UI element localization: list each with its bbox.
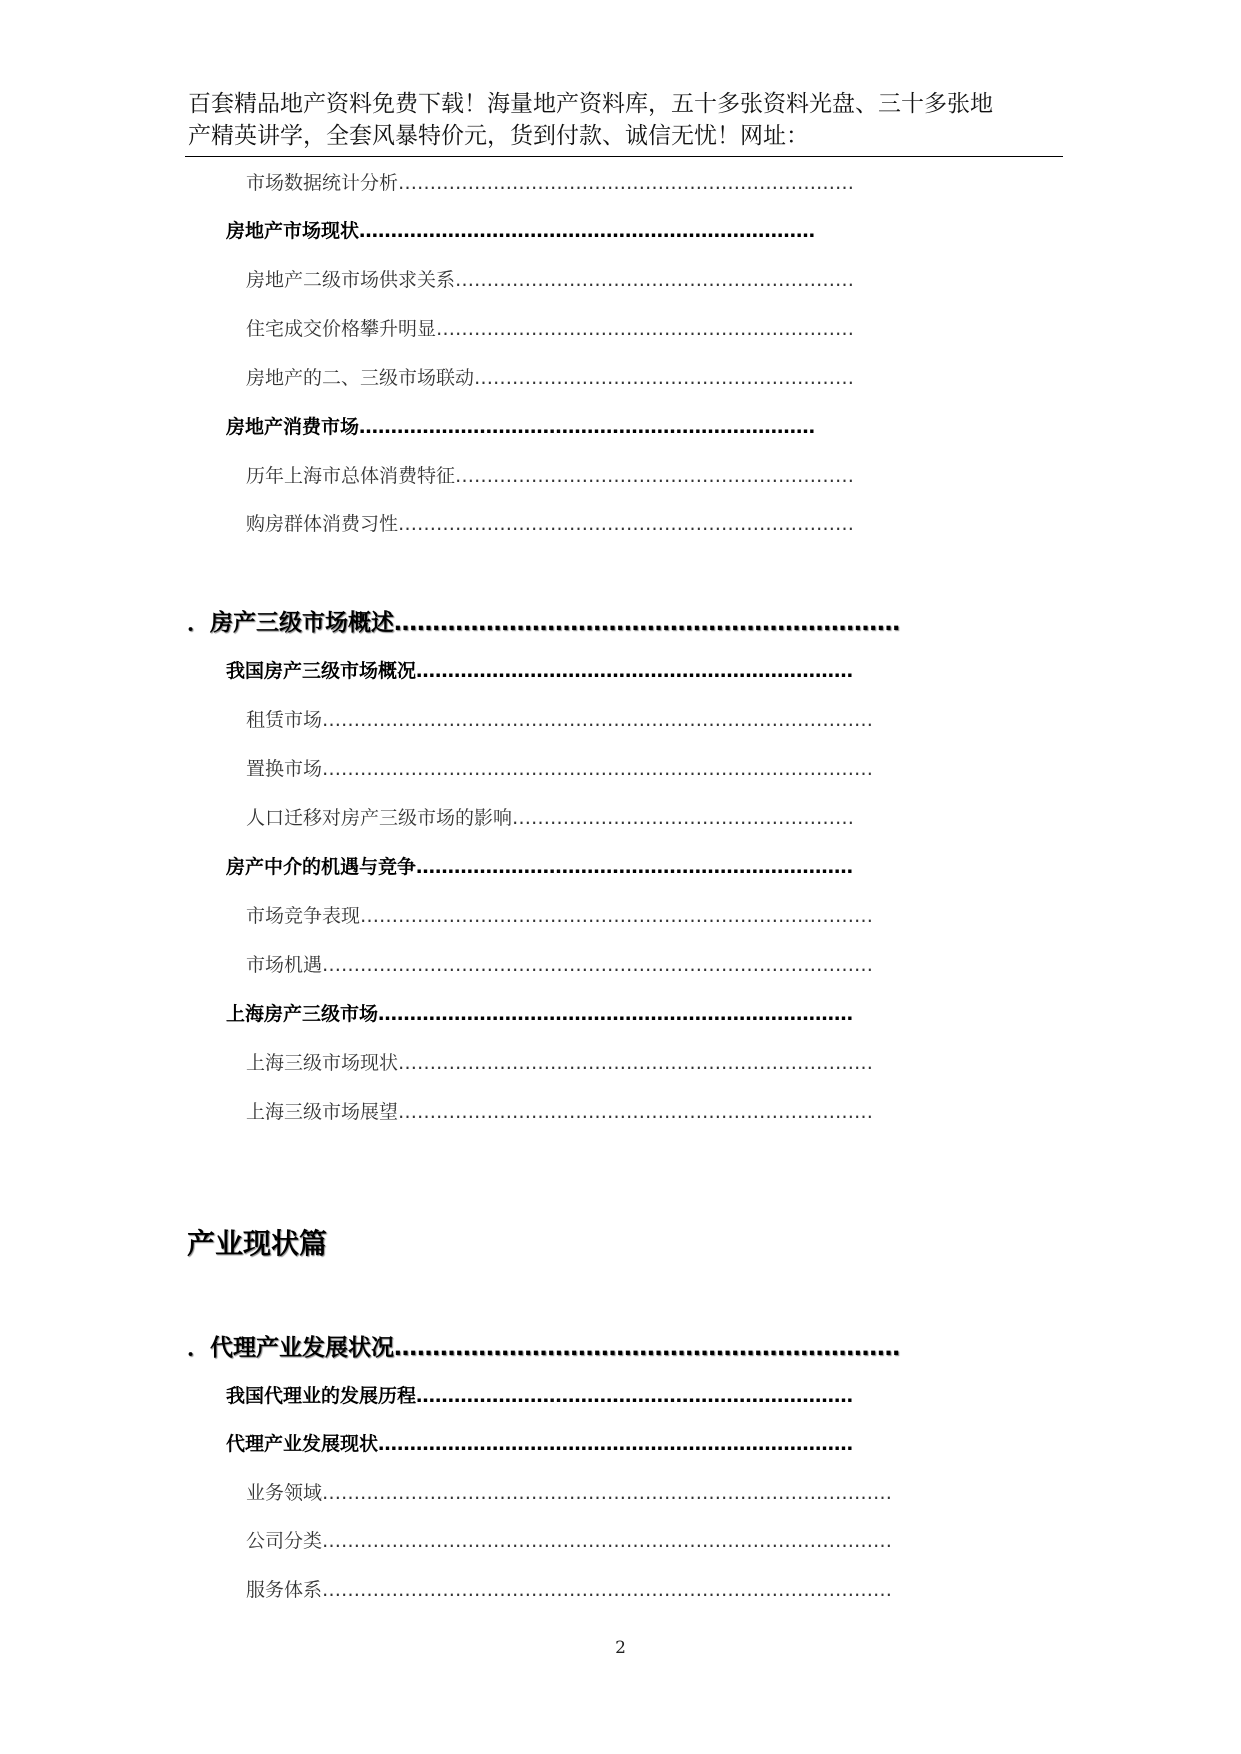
toc-entry[interactable]: 上海三级市场现状………………………………………………………………… — [246, 1052, 874, 1074]
toc-entry[interactable]: 服务体系……………………………………………………………………………… — [246, 1579, 893, 1601]
page-header — [188, 88, 1058, 152]
toc-entry[interactable]: 历年上海市总体消费特征……………………………………………………… — [246, 465, 855, 487]
toc-entry[interactable]: 房地产消费市场……………………………………………………………… — [226, 416, 816, 438]
toc-entry[interactable]: 业务领域……………………………………………………………………………… — [246, 1482, 893, 1504]
toc-entry[interactable]: 我国房产三级市场概况…………………………………………………………… — [226, 660, 854, 682]
header-line-2: 产精英讲学，全套风暴特价元，货到付款、诚信无忧！网址： — [188, 123, 809, 149]
toc-entry[interactable]: 上海房产三级市场………………………………………………………………… — [226, 1003, 854, 1025]
toc-entry[interactable]: 代理产业发展现状………………………………………………………………… — [226, 1433, 854, 1455]
toc-entry[interactable]: 房产中介的机遇与竞争…………………………………………………………… — [226, 856, 854, 878]
page-number: 2 — [615, 1638, 626, 1658]
toc-entry[interactable]: 公司分类……………………………………………………………………………… — [246, 1530, 893, 1552]
toc-chapter[interactable]: ．房产三级市场概述………………………………………………………… — [187, 610, 900, 636]
header-line-1: 百套精品地产资料免费下载！海量地产资料库，五十多张资料光盘、三十多张地 — [188, 91, 993, 117]
toc-entry[interactable]: 房地产二级市场供求关系……………………………………………………… — [246, 269, 855, 291]
toc-entry[interactable]: 市场竞争表现……………………………………………………………………… — [246, 905, 874, 927]
toc-entry[interactable]: 人口迁移对房产三级市场的影响……………………………………………… — [246, 807, 855, 829]
toc-entry[interactable]: 购房群体消费习性……………………………………………………………… — [246, 513, 855, 535]
toc-entry[interactable]: 租赁市场…………………………………………………………………………… — [246, 709, 874, 731]
toc-entry[interactable]: 房地产的二、三级市场联动…………………………………………………… — [246, 367, 855, 389]
toc-entry[interactable]: 住宅成交价格攀升明显………………………………………………………… — [246, 318, 855, 340]
toc-entry[interactable]: 我国代理业的发展历程…………………………………………………………… — [226, 1385, 854, 1407]
part-title: 产业现状篇 — [187, 1227, 328, 1260]
toc-entry[interactable]: 市场机遇…………………………………………………………………………… — [246, 954, 874, 976]
toc-chapter[interactable]: ．代理产业发展状况………………………………………………………… — [187, 1335, 900, 1361]
header-divider — [185, 156, 1063, 157]
toc-entry[interactable]: 上海三级市场展望………………………………………………………………… — [246, 1101, 874, 1123]
toc-entry[interactable]: 市场数据统计分析……………………………………………………………… — [246, 172, 855, 194]
toc-entry[interactable]: 置换市场…………………………………………………………………………… — [246, 758, 874, 780]
toc-entry[interactable]: 房地产市场现状……………………………………………………………… — [226, 220, 816, 242]
